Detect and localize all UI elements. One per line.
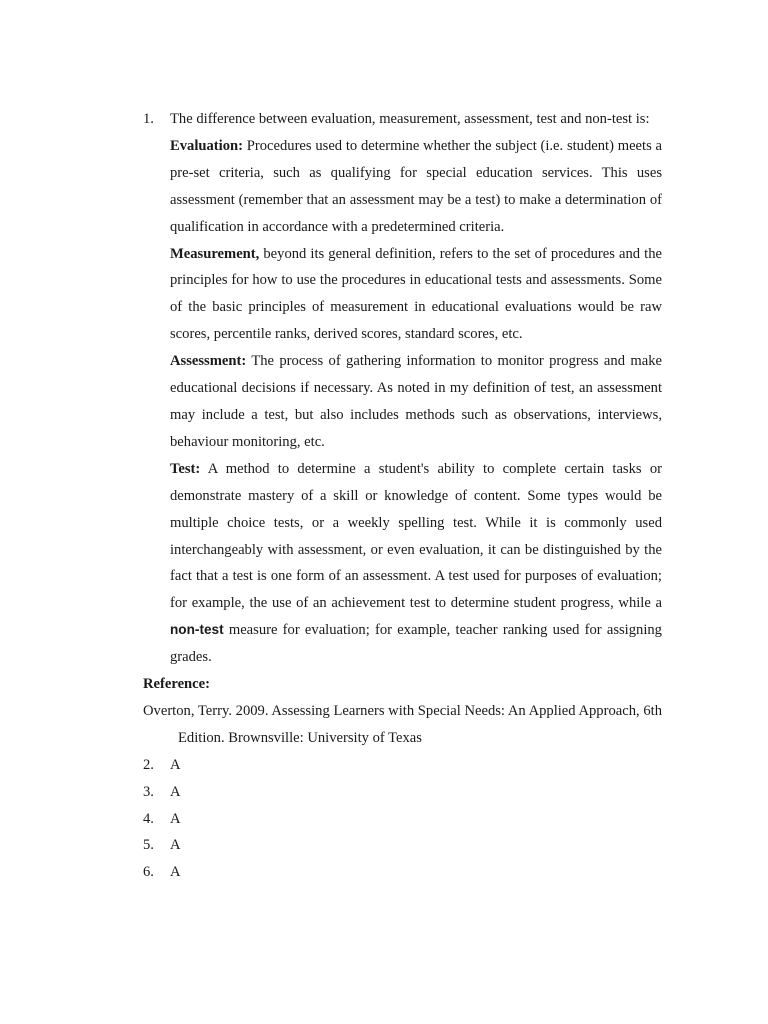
assessment-term: Assessment: bbox=[170, 353, 247, 370]
answer-number: 4. bbox=[143, 810, 154, 827]
answer-item bbox=[143, 832, 662, 859]
question-1-number: 1. bbox=[143, 111, 154, 127]
nontest-text: measure for evaluation; for example, teacher ranking used for assigning grades. bbox=[170, 622, 662, 666]
reference-heading: Reference: bbox=[143, 676, 210, 693]
answer-number: 6. bbox=[143, 864, 154, 881]
assessment-definition bbox=[170, 348, 662, 456]
answer-value: A bbox=[170, 837, 181, 854]
answer-number: 5. bbox=[143, 837, 154, 854]
question-1-intro: The difference between evaluation, measurement, assessment, test and non-test is: bbox=[170, 111, 650, 127]
answer-value: A bbox=[170, 783, 181, 800]
answer-value: A bbox=[170, 864, 181, 881]
test-definition bbox=[170, 456, 662, 671]
answer-number: 3. bbox=[143, 783, 154, 800]
evaluation-text: Procedures used to determine whether the subject (i.e. student) meets a pre-set criteria, such as qualifying for special education services. This uses assessment (remember that an assessment may be a test) to make a determination of qualification in accordance with a predetermined criteria. bbox=[170, 137, 662, 235]
nontest-term: non-test bbox=[170, 622, 224, 638]
answer-list bbox=[143, 752, 662, 887]
test-term: Test: bbox=[170, 460, 201, 477]
answer-value: A bbox=[170, 756, 181, 773]
answer-item bbox=[143, 779, 662, 806]
evaluation-term: Evaluation: bbox=[170, 137, 243, 154]
document-content bbox=[143, 106, 662, 886]
answer-item bbox=[143, 806, 662, 833]
answer-item bbox=[143, 859, 662, 886]
measurement-definition bbox=[170, 241, 662, 349]
answer-value: A bbox=[170, 810, 181, 827]
measurement-term: Measurement, bbox=[170, 245, 260, 262]
answer-number: 2. bbox=[143, 756, 154, 773]
reference-citation: Overton, Terry. 2009. Assessing Learners with Special Needs: An Applied Approach, 6th Edition. Brownsville: University of Texas bbox=[143, 702, 662, 746]
evaluation-definition bbox=[170, 133, 662, 241]
answer-item bbox=[143, 752, 662, 779]
measurement-text: beyond its general definition, refers to the set of procedures and the principles for how to use the procedures in educational tests and assessments. Some of the basic principles of measurement in educational evaluations would be raw scores, percentile ranks, derived scores, standard scores, etc. bbox=[170, 245, 662, 343]
test-text: A method to determine a student's ability to complete certain tasks or demonstrate mastery of a skill or knowledge of content. Some types would be multiple choice tests, or a weekly spelling test. While it is commonly used interchangeably with assessment, or even evaluation, it can be distinguished by the fact that a test is one form of an assessment. A test used for purposes of evaluation; for example, the use of an achievement test to determine student progress, while a bbox=[170, 460, 663, 612]
question-1-body bbox=[170, 106, 662, 671]
assessment-text: The process of gathering information to monitor progress and make educational decisions if necessary. As noted in my definition of test, an assessment may include a test, but also includes methods such as observations, interviews, behaviour monitoring, etc. bbox=[170, 353, 662, 450]
question-1 bbox=[143, 106, 662, 671]
